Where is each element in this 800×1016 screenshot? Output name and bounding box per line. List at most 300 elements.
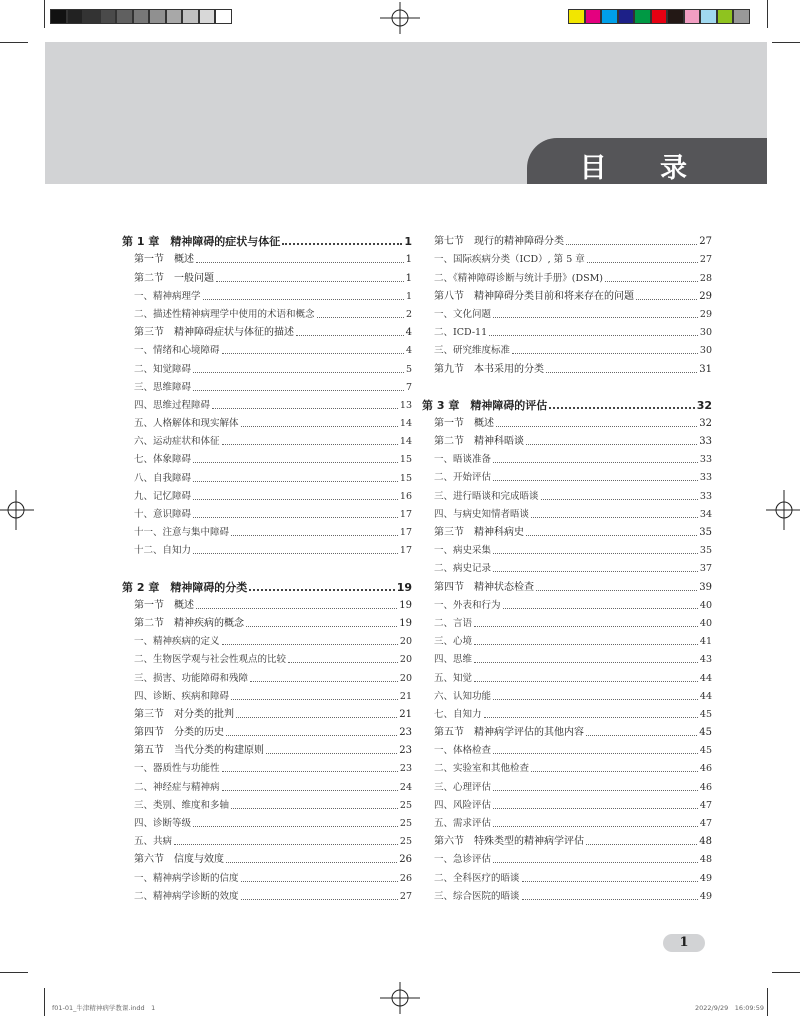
toc-dot-leader [503,608,698,609]
toc-entry-label: 二、精神病学诊断的效度 [134,890,239,902]
toc-entry-label: 十、意识障碍 [134,509,192,520]
toc-entry-page: 19 [396,580,412,594]
toc-dot-leader [222,771,398,772]
toc-entry-section[interactable] [422,412,712,430]
calibration-swatch [83,9,100,24]
toc-dot-leader [226,735,397,736]
toc-entry-section[interactable] [422,521,712,539]
toc-dot-leader [531,517,698,518]
toc-entry-label: 三、心理评估 [434,781,492,793]
toc-entry-label: 一、病史采集 [434,545,492,557]
toc-entry-subsection[interactable] [422,612,712,630]
toc-dot-leader [196,262,404,263]
toc-entry-label: 一、器质性与功能性 [134,763,220,775]
toc-entry-label: 第 1 章 精神障碍的症状与体征 [122,235,281,249]
toc-right-column [422,230,712,903]
calibration-swatch [601,9,618,24]
toc-entry-subsection[interactable] [122,775,412,793]
toc-entry-page: 33 [699,490,712,502]
toc-entry-page: 1 [405,254,412,266]
toc-dot-leader [484,717,698,718]
toc-entry-page: 47 [699,818,712,829]
toc-entry-label: 七、体象障碍 [134,454,192,466]
toc-entry-label: 三、思维障碍 [134,381,192,393]
toc-dot-leader [522,899,698,900]
toc-entry-label: 二、开始评估 [434,472,492,484]
toc-entry-section[interactable] [422,430,712,448]
calibration-swatch [651,9,668,24]
toc-entry-label: 十二、自知力 [134,545,192,557]
toc-entry-label: 一、情绪和心境障碍 [134,345,220,357]
toc-entry-label: 第二节 精神科晤谈 [434,436,524,448]
toc-entry-subsection[interactable] [422,630,712,648]
toc-entry-label: 二、全科医疗的晤谈 [434,872,520,884]
toc-entry-label: 第六节 信度与效度 [134,854,224,866]
toc-dot-leader [193,372,404,373]
toc-entry-page: 49 [699,890,712,902]
toc-entry-subsection[interactable] [422,539,712,557]
toc-entry-label: 十一、注意与集中障碍 [134,527,230,539]
toc-dot-leader [586,844,697,845]
toc-entry-label: 第一节 概述 [134,599,194,611]
toc-entry-label: 第六节 特殊类型的精神病学评估 [434,836,584,848]
toc-entry-label: 第五节 精神病学评估的其他内容 [434,727,584,739]
toc-entry-page: 23 [399,727,412,739]
toc-entry-page: 23 [399,763,412,775]
calibration-swatch [634,9,651,24]
toc-entry-page: 32 [696,398,712,412]
toc-entry-label: 一、晤谈准备 [434,454,492,466]
toc-entry-page: 27 [399,890,412,902]
toc-entry-subsection[interactable] [422,339,712,357]
toc-entry-subsection[interactable] [422,248,712,266]
toc-entry-label: 二、病史记录 [434,563,492,575]
toc-entry-subsection[interactable] [422,594,712,612]
toc-dot-leader [586,735,697,736]
toc-dot-leader [222,444,398,445]
toc-left-column [122,230,412,903]
toc-entry-subsection[interactable] [422,466,712,484]
toc-entry-subsection[interactable] [422,666,712,684]
toc-entry-label: 二、神经症与精神病 [134,781,220,793]
toc-dot-leader [203,299,404,300]
toc-dot-leader [496,426,697,427]
toc-entry-label: 第一节 概述 [434,417,494,429]
toc-entry-page: 13 [399,399,412,411]
toc-entry-label: 二、知觉障碍 [134,363,192,375]
toc-entry-label: 四、诊断、疾病和障碍 [134,690,230,702]
toc-dot-leader [493,826,698,827]
toc-entry-page: 45 [699,708,712,720]
toc-entry-section[interactable] [422,721,712,739]
calibration-swatch [568,9,585,24]
toc-entry-label: 二、《精神障碍诊断与统计手册》(DSM) [434,272,604,284]
toc-dot-leader [193,517,398,518]
toc-dot-leader [493,317,698,318]
calibration-swatch [215,9,232,24]
toc-entry-section[interactable] [122,266,412,284]
toc-dot-leader [231,808,398,809]
toc-dot-leader [587,262,698,263]
toc-entry-page: 15 [399,472,412,484]
toc-dot-leader [282,243,402,245]
toc-entry-page: 43 [699,654,712,666]
toc-dot-leader [549,407,694,409]
toc-entry-page: 1 [404,235,412,249]
toc-dot-leader [196,608,397,609]
toc-entry-page: 4 [405,327,412,339]
toc-entry-page: 20 [399,672,412,684]
toc-entry-label: 三、损害、功能障碍和残障 [134,672,249,684]
calibration-swatch [133,9,150,24]
toc-dot-leader [531,771,698,772]
toc-dot-leader [241,881,398,882]
toc-entry-subsection[interactable] [122,648,412,666]
toc-entry-page: 7 [405,381,412,393]
toc-entry-page: 47 [699,799,712,811]
toc-entry-section[interactable] [422,285,712,303]
toc-dot-leader [193,499,398,500]
toc-dot-leader [241,899,398,900]
toc-entry-page: 33 [699,454,712,466]
registration-mark-icon [766,490,800,530]
toc-dot-leader [493,553,698,554]
toc-dot-leader [566,244,697,245]
toc-entry-label: 第 2 章 精神障碍的分类 [122,580,248,594]
toc-dot-leader [241,426,398,427]
toc-dot-leader [193,553,398,554]
toc-entry-page: 16 [399,490,412,502]
toc-entry-page: 17 [399,509,412,520]
page-title: 目 录 [579,153,709,184]
toc-dot-leader [231,699,398,700]
calibration-swatch [199,9,216,24]
toc-dot-leader [288,662,398,663]
toc-entry-page: 21 [399,690,412,702]
toc-entry-label: 二、描述性精神病理学中使用的术语和概念 [134,308,315,320]
toc-entry-section[interactable] [422,575,712,593]
toc-entry-label: 五、共病 [134,836,173,848]
toc-entry-subsection[interactable] [122,685,412,703]
toc-entry-subsection[interactable] [122,885,412,903]
toc-entry-label: 第八节 精神障碍分类目前和将来存在的问题 [434,290,634,302]
toc-entry-page: 44 [699,690,712,702]
toc-entry-label: 一、精神疾病的定义 [134,636,220,648]
toc-dot-leader [249,589,394,591]
toc-entry-subsection[interactable] [122,357,412,375]
toc-entry-subsection[interactable] [122,830,412,848]
toc-entry-subsection[interactable] [422,648,712,666]
toc-dot-leader [231,535,398,536]
toc-entry-page: 29 [699,290,712,302]
calibration-swatch [166,9,183,24]
calibration-swatch [182,9,199,24]
toc-dot-leader [216,281,404,282]
calibration-swatch [100,9,117,24]
toc-spacer [122,557,412,575]
calibration-swatch [700,9,717,24]
toc-dot-leader [522,881,698,882]
toc-entry-page: 46 [699,763,712,775]
toc-entry-page: 1 [405,272,412,284]
toc-entry-label: 八、自我障碍 [134,472,192,484]
toc-entry-page: 4 [405,345,412,357]
calibration-swatch [667,9,684,24]
crop-mark [772,42,800,43]
toc-entry-subsection[interactable] [122,666,412,684]
toc-dot-leader [246,626,397,627]
toc-dot-leader [474,626,698,627]
toc-entry-section[interactable] [122,321,412,339]
toc-dot-leader [193,462,398,463]
toc-dot-leader [541,499,698,500]
toc-entry-label: 一、精神病理学 [134,290,201,302]
toc-entry-section[interactable] [122,703,412,721]
toc-entry-subsection[interactable] [122,394,412,412]
toc-entry-label: 第五节 当代分类的构建原则 [134,745,264,757]
toc-entry-subsection[interactable] [122,630,412,648]
toc-entry-label: 六、认知功能 [434,690,492,702]
toc-entry-label: 一、国际疾病分类（ICD）, 第 5 章 [434,254,585,266]
toc-entry-page: 27 [699,254,712,266]
toc-entry-section[interactable] [122,739,412,757]
calibration-swatch [116,9,133,24]
toc-entry-section[interactable] [122,248,412,266]
toc-entry-page: 25 [399,799,412,811]
toc-entry-subsection[interactable] [122,866,412,884]
toc-dot-leader [250,681,398,682]
crop-mark [772,972,800,973]
toc-entry-subsection[interactable] [122,376,412,394]
toc-entry-subsection[interactable] [422,484,712,502]
toc-entry-subsection[interactable] [122,303,412,321]
toc-entry-label: 二、生物医学观与社会性观点的比较 [134,654,287,666]
toc-entry-subsection[interactable] [122,485,412,503]
calibration-swatch [585,9,602,24]
toc-dot-leader [493,480,698,481]
toc-dot-leader [193,481,398,482]
toc-dot-leader [493,699,698,700]
toc-entry-label: 三、研究维度标准 [434,345,511,357]
toc-entry-subsection[interactable] [122,521,412,539]
toc-entry-page: 23 [399,745,412,757]
toc-entry-subsection[interactable] [422,503,712,521]
toc-entry-subsection[interactable] [422,303,712,321]
toc-dot-leader [493,862,698,863]
toc-entry-label: 四、与病史知情者晤谈 [434,508,530,520]
toc-entry-page: 39 [699,581,712,593]
toc-dot-leader [512,353,698,354]
toc-dot-leader [536,590,697,591]
toc-entry-label: 第四节 精神状态检查 [434,581,534,593]
toc-entry-page: 33 [699,472,712,484]
toc-entry-page: 17 [399,545,412,557]
toc-entry-label: 第七节 现行的精神障碍分类 [434,236,564,248]
toc-entry-subsection[interactable] [422,775,712,793]
toc-entry-label: 四、思维过程障碍 [134,399,211,411]
toc-entry-section[interactable] [122,612,412,630]
toc-entry-page: 20 [399,654,412,666]
toc-dot-leader [296,335,404,336]
footer-timestamp: 2022/9/29 16:09:59 [694,1004,764,1012]
toc-entry-page: 19 [399,617,412,629]
toc-entry-label: 一、文化问题 [434,308,492,320]
toc-entry-page: 24 [399,781,412,793]
toc-entry-page: 14 [399,418,412,430]
registration-mark-icon [0,490,34,530]
toc-entry-page: 45 [699,745,712,757]
toc-entry-subsection[interactable] [422,757,712,775]
toc-entry-section[interactable] [122,594,412,612]
toc-entry-page: 30 [699,327,712,339]
toc-entry-page: 5 [405,363,412,375]
toc-entry-page: 41 [699,636,712,648]
crop-mark [0,972,28,973]
calibration-swatch [684,9,701,24]
toc-spacer [422,376,712,394]
toc-entry-page: 28 [699,272,712,284]
toc-entry-section[interactable] [422,357,712,375]
registration-mark-icon [380,2,420,34]
toc-entry-page: 45 [699,727,712,739]
toc-entry-subsection[interactable] [422,703,712,721]
toc-dot-leader [236,717,397,718]
toc-entry-subsection[interactable] [422,685,712,703]
toc-entry-page: 30 [699,345,712,357]
toc-entry-page: 37 [699,563,712,575]
calibration-swatch [50,9,67,24]
toc-entry-page: 1 [405,290,412,302]
toc-entry-page: 2 [405,308,412,320]
toc-entry-label: 三、类别、维度和多轴 [134,799,230,811]
toc-entry-label: 三、进行晤谈和完成晤谈 [434,490,539,502]
toc-entry-chapter[interactable] [122,575,412,593]
toc-entry-subsection[interactable] [122,412,412,430]
calibration-swatch [67,9,84,24]
toc-entry-page: 15 [399,454,412,466]
toc-entry-label: 五、知觉 [434,672,473,684]
toc-entry-subsection[interactable] [422,848,712,866]
toc-dot-leader [222,353,404,354]
toc-entry-subsection[interactable] [122,539,412,557]
toc-entry-subsection[interactable] [122,339,412,357]
toc-dot-leader [226,862,397,863]
toc-dot-leader [193,826,398,827]
toc-entry-page: 48 [699,836,712,848]
toc-entry-chapter[interactable] [422,394,712,412]
toc-entry-page: 29 [699,308,712,320]
title-tab [527,138,767,184]
toc-entry-page: 25 [399,836,412,848]
toc-entry-subsection[interactable] [122,466,412,484]
toc-entry-label: 一、外表和行为 [434,599,501,611]
toc-entry-subsection[interactable] [122,757,412,775]
toc-entry-page: 35 [699,527,712,538]
toc-dot-leader [493,462,698,463]
toc-entry-subsection[interactable] [122,503,412,521]
toc-dot-leader [474,681,698,682]
toc-entry-label: 六、运动症状和体征 [134,436,220,448]
toc-entry-page: 21 [399,708,412,720]
toc-entry-subsection[interactable] [422,266,712,284]
toc-dot-leader [526,535,697,536]
toc-entry-label: 五、需求评估 [434,818,492,829]
toc-entry-page: 49 [699,872,712,884]
toc-dot-leader [174,844,398,845]
toc-entry-subsection[interactable] [122,448,412,466]
toc-dot-leader [493,808,698,809]
crop-mark [44,988,45,1016]
toc-entry-label: 四、思维 [434,654,473,666]
toc-entry-label: 第一节 概述 [134,254,194,266]
toc-entry-subsection[interactable] [122,285,412,303]
crop-mark [0,42,28,43]
toc-dot-leader [526,444,697,445]
toc-entry-chapter[interactable] [122,230,412,248]
toc-entry-label: 第三节 精神科病史 [434,527,524,538]
toc-entry-page: 35 [699,545,712,557]
toc-entry-label: 第四节 分类的历史 [134,727,224,739]
toc-entry-subsection[interactable] [422,885,712,903]
page-number: 1 [663,934,705,952]
toc-dot-leader [605,281,698,282]
toc-dot-leader [193,390,404,391]
toc-entry-section[interactable] [422,830,712,848]
toc-entry-section[interactable] [422,230,712,248]
toc-entry-label: 四、风险评估 [434,799,492,811]
toc-dot-leader [212,408,398,409]
toc-entry-subsection[interactable] [422,812,712,830]
toc-entry-label: 第三节 对分类的批判 [134,708,234,720]
toc-entry-label: 三、综合医院的晤谈 [434,890,520,902]
toc-dot-leader [493,571,698,572]
toc-entry-page: 34 [699,508,712,520]
toc-entry-page: 31 [699,363,712,375]
crop-mark [44,0,45,28]
calibration-swatch [733,9,750,24]
toc-dot-leader [222,644,398,645]
toc-entry-page: 40 [699,599,712,611]
toc-entry-page: 20 [399,636,412,648]
toc-entry-label: 第二节 精神疾病的概念 [134,617,244,629]
toc-entry-subsection[interactable] [422,321,712,339]
toc-entry-subsection[interactable] [422,739,712,757]
calibration-swatch [618,9,635,24]
toc-entry-subsection[interactable] [122,430,412,448]
toc-entry-page: 46 [699,781,712,793]
toc-entry-section[interactable] [122,721,412,739]
toc-entry-page: 27 [699,236,712,248]
toc-entry-label: 一、急诊评估 [434,854,492,866]
toc-dot-leader [317,317,404,318]
toc-entry-subsection[interactable] [122,812,412,830]
toc-dot-leader [636,299,697,300]
toc-entry-page: 32 [699,417,712,429]
toc-entry-label: 第九节 本书采用的分类 [434,363,544,375]
toc-dot-leader [266,753,397,754]
toc-entry-section[interactable] [122,848,412,866]
toc-dot-leader [474,644,698,645]
toc-entry-subsection[interactable] [122,794,412,812]
toc-entry-page: 48 [699,854,712,866]
toc-entry-subsection[interactable] [422,557,712,575]
toc-entry-subsection[interactable] [422,448,712,466]
toc-entry-subsection[interactable] [422,866,712,884]
toc-dot-leader [474,662,698,663]
registration-mark-icon [380,982,420,1014]
toc-entry-subsection[interactable] [422,794,712,812]
toc-entry-label: 一、体格检查 [434,745,492,757]
